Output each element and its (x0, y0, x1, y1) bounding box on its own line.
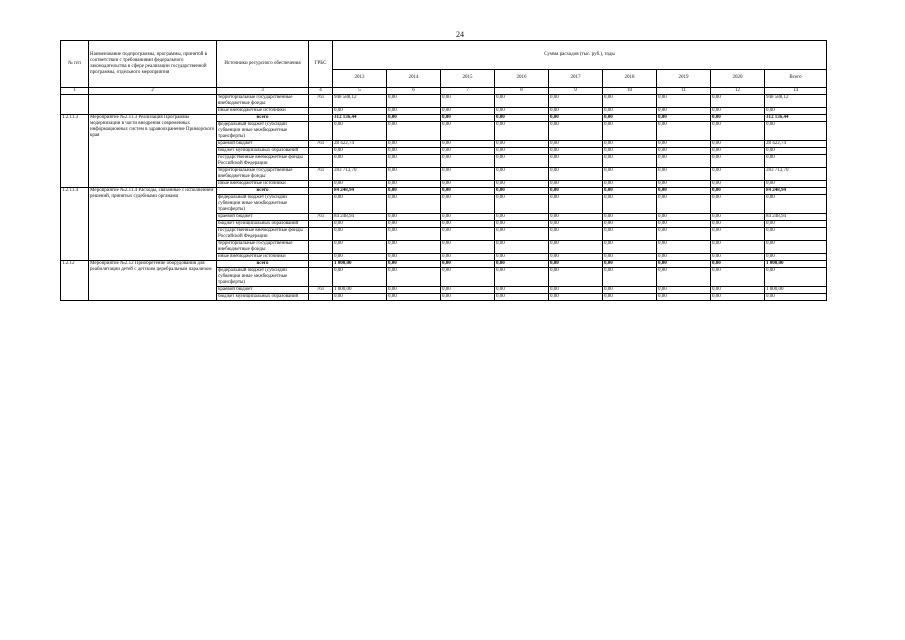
grbs-code (309, 122, 333, 141)
year-value: 0,00 (549, 214, 603, 221)
col-number: 2 (89, 88, 217, 95)
header-name: Наименование подпрограммы, программы, принятой в соответствии с требованиями федерального законодательства в сфере реализации государственной программы, отдельного мероприятия (89, 41, 217, 88)
year-value: 0,00 (603, 195, 657, 214)
year-value: 0,00 (657, 287, 711, 294)
year-value: 0,00 (657, 141, 711, 148)
year-value: 0,00 (495, 155, 549, 168)
measure-number (61, 95, 89, 115)
year-value: 0,00 (711, 115, 765, 122)
year-value: 0,00 (549, 241, 603, 254)
year-value: 0,00 (603, 254, 657, 261)
measure-name (89, 95, 217, 115)
year-value: 0,00 (549, 155, 603, 168)
grbs-code: 761 (309, 95, 333, 108)
year-value: 0,00 (711, 122, 765, 141)
year-value: 0,00 (441, 115, 495, 122)
funding-source: территориальные государственные внебюджетные фонды (217, 95, 309, 108)
col-number: 1 (61, 88, 89, 95)
year-value: 0,00 (495, 287, 549, 294)
year-value: 0,00 (549, 168, 603, 181)
year-value: 1 000,00 (333, 287, 387, 294)
year-value: 0,00 (549, 148, 603, 155)
year-value: 0,00 (657, 294, 711, 301)
year-value: 0,00 (387, 214, 441, 221)
funding-source: краевой бюджет (217, 141, 309, 148)
col-number: 8 (495, 88, 549, 95)
col-number: 10 (603, 88, 657, 95)
year-value: 0,00 (657, 221, 711, 228)
year-value: 0,00 (495, 108, 549, 115)
funding-source: иные внебюджетные источники (217, 181, 309, 188)
year-value: 0,00 (387, 148, 441, 155)
year-value: 0,00 (441, 168, 495, 181)
year-value: 0,00 (603, 214, 657, 221)
total-value: 0,00 (765, 155, 827, 168)
col-number: 9 (549, 88, 603, 95)
year-value: 84 248,94 (333, 214, 387, 221)
year-value: 0,00 (441, 294, 495, 301)
col-number: 3 (217, 88, 309, 95)
year-value: 0,00 (711, 108, 765, 115)
year-value: 0,00 (441, 287, 495, 294)
year-value: 0,00 (495, 181, 549, 188)
year-value: 0,00 (495, 122, 549, 141)
year-value: 0,00 (387, 294, 441, 301)
grbs-code (309, 155, 333, 168)
year-value: 0,00 (711, 155, 765, 168)
year-value: 0,00 (387, 95, 441, 108)
total-value: 84 248,94 (765, 188, 827, 195)
year-value: 0,00 (495, 188, 549, 195)
year-value: 0,00 (441, 214, 495, 221)
grbs-code (309, 108, 333, 115)
table-body (61, 95, 827, 301)
year-value: 0,00 (333, 268, 387, 287)
grbs-code (309, 254, 333, 261)
year-value: 0,00 (603, 181, 657, 188)
total-value: 0,00 (765, 108, 827, 115)
year-value: 0,00 (333, 241, 387, 254)
col-number: 4 (309, 88, 333, 95)
col-number: 12 (711, 88, 765, 95)
year-value: 0,00 (441, 268, 495, 287)
funding-source: федеральный бюджет (субсидии субвенции иные межбюджетные трансферты) (217, 195, 309, 214)
year-value: 0,00 (657, 261, 711, 268)
grbs-code (309, 195, 333, 214)
grbs-code (309, 148, 333, 155)
total-value: 1 000,00 (765, 287, 827, 294)
header-grbs: ГРБС (309, 41, 333, 88)
year-value: 0,00 (495, 228, 549, 241)
year-value: 0,00 (333, 294, 387, 301)
year-value: 0,00 (711, 287, 765, 294)
year-value: 0,00 (657, 228, 711, 241)
total-value: 948 588,12 (765, 95, 827, 108)
funding-source: федеральный бюджет (субсидии субвенции иные межбюджетные трансферты) (217, 268, 309, 287)
year-value: 948 588,12 (333, 95, 387, 108)
funding-source: государственные внебюджетные фонды Российской Федерации (217, 155, 309, 168)
grbs-code (309, 115, 333, 122)
year-value: 0,00 (549, 261, 603, 268)
year-value: 0,00 (387, 195, 441, 214)
year-value: 283 713,70 (333, 168, 387, 181)
year-value: 0,00 (711, 214, 765, 221)
year-value: 0,00 (603, 294, 657, 301)
year-value: 0,00 (441, 261, 495, 268)
year-value: 0,00 (657, 122, 711, 141)
year-value: 0,00 (441, 141, 495, 148)
year-value: 0,00 (549, 115, 603, 122)
year-value: 0,00 (387, 181, 441, 188)
total-value: 28 422,74 (765, 141, 827, 148)
year-value: 0,00 (441, 155, 495, 168)
year-value: 0,00 (387, 228, 441, 241)
col-number: 6 (387, 88, 441, 95)
total-value: 0,00 (765, 195, 827, 214)
year-value: 0,00 (441, 228, 495, 241)
year-value: 0,00 (495, 141, 549, 148)
year-value: 0,00 (495, 168, 549, 181)
measure-name: Мероприятие №2.11.4 Расходы, связанные с исполнением решений, принятых судебными органами (89, 188, 217, 261)
year-value: 0,00 (387, 122, 441, 141)
year-value: 0,00 (711, 195, 765, 214)
year-value: 0,00 (387, 254, 441, 261)
year-value: 0,00 (657, 181, 711, 188)
year-value: 0,00 (549, 188, 603, 195)
grbs-code (309, 221, 333, 228)
year-value: 0,00 (387, 188, 441, 195)
year-value: 0,00 (495, 241, 549, 254)
year-value: 0,00 (657, 168, 711, 181)
year-value: 0,00 (387, 168, 441, 181)
year-value: 0,00 (495, 268, 549, 287)
measure-number: 1.2.12 (61, 261, 89, 301)
year-value: 0,00 (549, 195, 603, 214)
header-year: 2019 (657, 69, 711, 87)
table-row (61, 95, 827, 108)
grbs-code: 761 (309, 287, 333, 294)
year-value: 0,00 (657, 268, 711, 287)
year-value: 0,00 (603, 241, 657, 254)
year-value: 0,00 (711, 141, 765, 148)
year-value: 28 422,74 (333, 141, 387, 148)
funding-source: всего (217, 115, 309, 122)
year-value: 0,00 (711, 254, 765, 261)
funding-source: бюджет муниципальных образований (217, 148, 309, 155)
header-year: 2018 (603, 69, 657, 87)
grbs-code (309, 268, 333, 287)
year-value: 0,00 (657, 155, 711, 168)
funding-source: иные внебюджетные источники (217, 108, 309, 115)
year-value: 0,00 (657, 214, 711, 221)
total-value: 0,00 (765, 254, 827, 261)
year-value: 0,00 (495, 214, 549, 221)
page-number: 24 (456, 30, 464, 39)
year-value: 0,00 (333, 195, 387, 214)
year-value: 0,00 (549, 122, 603, 141)
year-value: 0,00 (711, 261, 765, 268)
year-value: 0,00 (495, 115, 549, 122)
year-value: 312 136,44 (333, 115, 387, 122)
measure-name: Мероприятие №2.11.3 Реализация Программы модернизации в части внедрения современных информационных систем в здравоохранение Приморского края (89, 115, 217, 188)
year-value: 0,00 (603, 95, 657, 108)
total-value: 84 248,94 (765, 214, 827, 221)
funding-source: государственные внебюджетные фонды Российской Федерации (217, 228, 309, 241)
col-number: 7 (441, 88, 495, 95)
grbs-code (309, 241, 333, 254)
year-value: 0,00 (711, 241, 765, 254)
year-value: 1 000,00 (333, 261, 387, 268)
header-source: Источники ресурсного обеспечения (217, 41, 309, 88)
year-value: 0,00 (441, 254, 495, 261)
total-value: 283 713,70 (765, 168, 827, 181)
funding-source: краевой бюджет (217, 287, 309, 294)
year-value: 0,00 (441, 122, 495, 141)
year-value: 0,00 (387, 261, 441, 268)
total-value: 0,00 (765, 181, 827, 188)
year-value: 0,00 (603, 115, 657, 122)
year-value: 0,00 (333, 148, 387, 155)
col-number: 14 (765, 88, 827, 95)
col-number: 5 (333, 88, 387, 95)
year-value: 0,00 (657, 195, 711, 214)
year-value: 0,00 (549, 294, 603, 301)
total-value: 312 136,44 (765, 115, 827, 122)
funding-source: территориальные государственные внебюджетные фонды (217, 168, 309, 181)
total-value: 0,00 (765, 221, 827, 228)
year-value: 0,00 (441, 241, 495, 254)
year-value: 0,00 (657, 241, 711, 254)
year-value: 0,00 (657, 188, 711, 195)
year-value: 0,00 (711, 181, 765, 188)
total-value: 0,00 (765, 241, 827, 254)
year-value: 0,00 (603, 168, 657, 181)
year-value: 0,00 (657, 115, 711, 122)
grbs-code (309, 188, 333, 195)
year-value: 0,00 (441, 188, 495, 195)
year-value: 0,00 (549, 228, 603, 241)
year-value: 0,00 (495, 195, 549, 214)
year-value: 0,00 (441, 221, 495, 228)
year-value: 0,00 (603, 287, 657, 294)
table-row (61, 115, 827, 122)
year-value: 0,00 (387, 141, 441, 148)
grbs-code: 761 (309, 214, 333, 221)
year-value: 0,00 (549, 254, 603, 261)
year-value: 0,00 (387, 268, 441, 287)
year-value: 0,00 (549, 95, 603, 108)
funding-source: всего (217, 188, 309, 195)
year-value: 0,00 (603, 108, 657, 115)
funding-source: иные внебюджетные источники (217, 254, 309, 261)
year-value: 0,00 (549, 268, 603, 287)
total-value: 0,00 (765, 294, 827, 301)
measure-name: Мероприятие №2.12 Приобретение оборудования для реабилитации детей с детским церебральным параличом (89, 261, 217, 301)
header-year: 2014 (387, 69, 441, 87)
year-value: 0,00 (603, 188, 657, 195)
year-value: 84 248,94 (333, 188, 387, 195)
year-value: 0,00 (711, 148, 765, 155)
year-value: 0,00 (549, 141, 603, 148)
grbs-code: 761 (309, 168, 333, 181)
year-value: 0,00 (711, 268, 765, 287)
year-value: 0,00 (333, 228, 387, 241)
funding-source: бюджет муниципальных образований (217, 221, 309, 228)
year-value: 0,00 (603, 155, 657, 168)
funding-source: федеральный бюджет (субсидии субвенции иные межбюджетные трансферты) (217, 122, 309, 141)
funding-source: краевой бюджет (217, 214, 309, 221)
header-row-top (61, 41, 827, 70)
budget-table (60, 40, 827, 301)
year-value: 0,00 (495, 95, 549, 108)
year-value: 0,00 (387, 241, 441, 254)
year-value: 0,00 (495, 254, 549, 261)
header-row-numbers (61, 88, 827, 95)
year-value: 0,00 (603, 228, 657, 241)
year-value: 0,00 (441, 195, 495, 214)
year-value: 0,00 (711, 168, 765, 181)
header-sum-title: Сумма расходов (тыс. руб.), годы (333, 41, 827, 70)
year-value: 0,00 (711, 228, 765, 241)
year-value: 0,00 (441, 95, 495, 108)
year-value: 0,00 (333, 108, 387, 115)
table-row (61, 188, 827, 195)
year-value: 0,00 (333, 254, 387, 261)
header-year: 2020 (711, 69, 765, 87)
year-value: 0,00 (711, 221, 765, 228)
funding-source: бюджет муниципальных образований (217, 294, 309, 301)
table-row (61, 261, 827, 268)
year-value: 0,00 (333, 221, 387, 228)
measure-number: 1.2.11.4 (61, 188, 89, 261)
year-value: 0,00 (549, 221, 603, 228)
year-value: 0,00 (657, 108, 711, 115)
total-value: 0,00 (765, 228, 827, 241)
grbs-code: 761 (309, 141, 333, 148)
year-value: 0,00 (657, 148, 711, 155)
total-value: 0,00 (765, 122, 827, 141)
year-value: 0,00 (495, 221, 549, 228)
year-value: 0,00 (333, 181, 387, 188)
total-value: 0,00 (765, 268, 827, 287)
grbs-code (309, 228, 333, 241)
year-value: 0,00 (495, 294, 549, 301)
year-value: 0,00 (657, 254, 711, 261)
year-value: 0,00 (387, 115, 441, 122)
grbs-code (309, 294, 333, 301)
year-value: 0,00 (549, 287, 603, 294)
measure-number: 1.2.11.3 (61, 115, 89, 188)
year-value: 0,00 (711, 294, 765, 301)
year-value: 0,00 (603, 148, 657, 155)
year-value: 0,00 (549, 108, 603, 115)
total-value: 1 000,00 (765, 261, 827, 268)
grbs-code (309, 261, 333, 268)
year-value: 0,00 (333, 155, 387, 168)
header-total: Всего (765, 69, 827, 87)
funding-source: территориальные государственные внебюджетные фонды (217, 241, 309, 254)
year-value: 0,00 (387, 155, 441, 168)
year-value: 0,00 (441, 108, 495, 115)
year-value: 0,00 (549, 181, 603, 188)
year-value: 0,00 (441, 181, 495, 188)
year-value: 0,00 (387, 287, 441, 294)
header-year: 2013 (333, 69, 387, 87)
year-value: 0,00 (603, 122, 657, 141)
year-value: 0,00 (495, 261, 549, 268)
year-value: 0,00 (603, 141, 657, 148)
year-value: 0,00 (387, 221, 441, 228)
total-value: 0,00 (765, 148, 827, 155)
year-value: 0,00 (711, 95, 765, 108)
year-value: 0,00 (495, 148, 549, 155)
year-value: 0,00 (333, 122, 387, 141)
year-value: 0,00 (603, 221, 657, 228)
header-no: № п/п (61, 41, 89, 88)
year-value: 0,00 (603, 261, 657, 268)
year-value: 0,00 (657, 95, 711, 108)
year-value: 0,00 (711, 188, 765, 195)
col-number: 11 (657, 88, 711, 95)
year-value: 0,00 (603, 268, 657, 287)
grbs-code (309, 181, 333, 188)
funding-source: всего (217, 261, 309, 268)
year-value: 0,00 (441, 148, 495, 155)
year-value: 0,00 (387, 108, 441, 115)
header-year: 2017 (549, 69, 603, 87)
header-year: 2015 (441, 69, 495, 87)
header-year: 2016 (495, 69, 549, 87)
